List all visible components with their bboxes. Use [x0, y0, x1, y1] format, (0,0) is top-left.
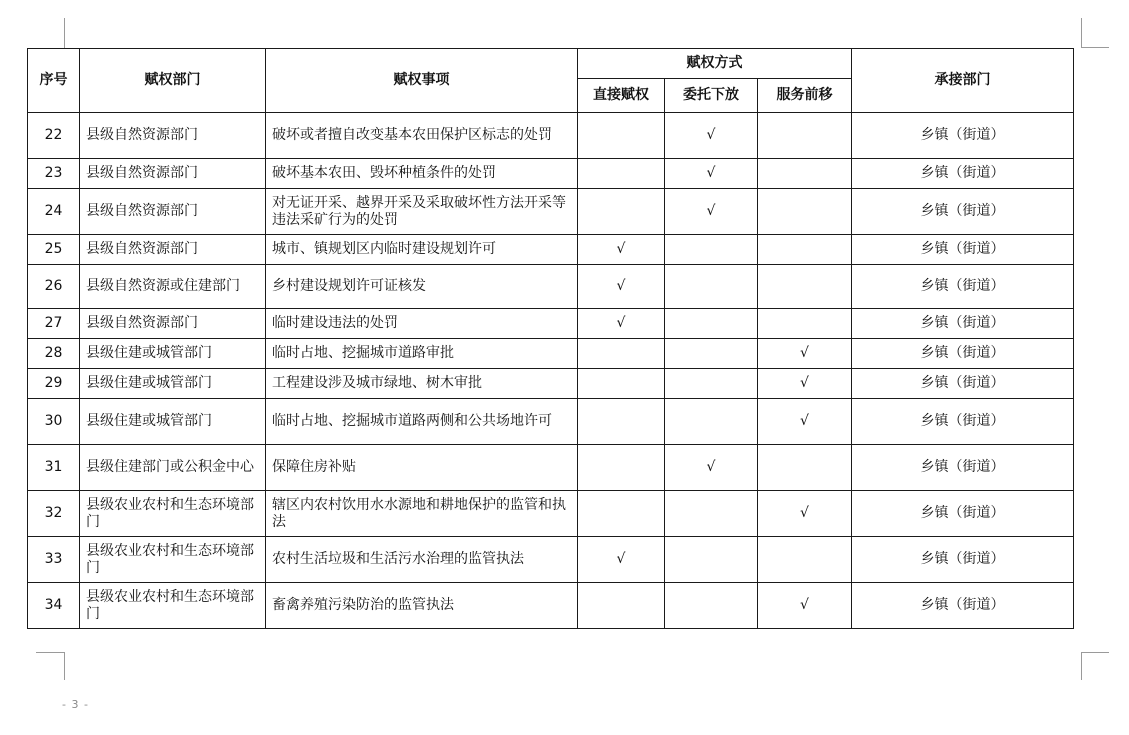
cell-dept: 县级自然资源部门: [80, 189, 266, 235]
cell-no: 28: [28, 339, 80, 369]
cell-no: 26: [28, 265, 80, 309]
page-number: - 3 -: [62, 698, 89, 711]
cell-direct: [578, 491, 665, 537]
cell-entrust: [665, 265, 758, 309]
cell-entrust: √: [665, 445, 758, 491]
cell-service: √: [758, 491, 852, 537]
table-row: [28, 583, 1074, 629]
cell-entrust: √: [665, 113, 758, 159]
cell-dept: 县级自然资源部门: [80, 309, 266, 339]
table-row: [28, 491, 1074, 537]
cell-entrust: [665, 399, 758, 445]
cell-dept: 县级自然资源部门: [80, 159, 266, 189]
crop-mark-top-left-vertical: [64, 18, 65, 48]
cell-receiver: 乡镇（街道）: [852, 491, 1074, 537]
cell-service: [758, 159, 852, 189]
table-row: [28, 265, 1074, 309]
table-row: [28, 369, 1074, 399]
cell-service: [758, 309, 852, 339]
cell-receiver: 乡镇（街道）: [852, 369, 1074, 399]
cell-dept: 县级农业农村和生态环境部门: [80, 491, 266, 537]
cell-receiver: 乡镇（街道）: [852, 537, 1074, 583]
cell-no: 27: [28, 309, 80, 339]
cell-direct: [578, 445, 665, 491]
cell-receiver: 乡镇（街道）: [852, 583, 1074, 629]
cell-no: 24: [28, 189, 80, 235]
cell-matter: 农村生活垃圾和生活污水治理的监管执法: [266, 537, 578, 583]
cell-matter: 临时占地、挖掘城市道路两侧和公共场地许可: [266, 399, 578, 445]
cell-direct: √: [578, 309, 665, 339]
cell-service: [758, 265, 852, 309]
table-row: [28, 399, 1074, 445]
crop-mark-top-right-horizontal: [1081, 47, 1109, 48]
cell-no: 25: [28, 235, 80, 265]
cell-entrust: [665, 339, 758, 369]
table-row: [28, 189, 1074, 235]
cell-matter: 辖区内农村饮用水水源地和耕地保护的监管和执法: [266, 491, 578, 537]
cell-receiver: 乡镇（街道）: [852, 113, 1074, 159]
cell-no: 30: [28, 399, 80, 445]
table-row: [28, 339, 1074, 369]
cell-dept: 县级住建或城管部门: [80, 399, 266, 445]
cell-dept: 县级自然资源部门: [80, 113, 266, 159]
cell-matter: 破坏或者擅自改变基本农田保护区标志的处罚: [266, 113, 578, 159]
cell-matter: 临时建设违法的处罚: [266, 309, 578, 339]
cell-dept: 县级自然资源或住建部门: [80, 265, 266, 309]
header-service: 服务前移: [758, 79, 852, 113]
cell-no: 34: [28, 583, 80, 629]
cell-receiver: 乡镇（街道）: [852, 235, 1074, 265]
table-header: [28, 49, 1074, 113]
table-row: [28, 159, 1074, 189]
cell-receiver: 乡镇（街道）: [852, 159, 1074, 189]
cell-direct: [578, 339, 665, 369]
cell-no: 32: [28, 491, 80, 537]
cell-direct: [578, 369, 665, 399]
table-row: [28, 113, 1074, 159]
cell-no: 29: [28, 369, 80, 399]
cell-entrust: √: [665, 159, 758, 189]
cell-matter: 破坏基本农田、毁坏种植条件的处罚: [266, 159, 578, 189]
table-row: [28, 445, 1074, 491]
cell-service: [758, 189, 852, 235]
cell-matter: 畜禽养殖污染防治的监管执法: [266, 583, 578, 629]
cell-direct: [578, 399, 665, 445]
cell-receiver: 乡镇（街道）: [852, 445, 1074, 491]
header-matter: 赋权事项: [266, 49, 578, 113]
table-row: [28, 235, 1074, 265]
cell-matter: 保障住房补贴: [266, 445, 578, 491]
cell-entrust: [665, 369, 758, 399]
cell-direct: √: [578, 537, 665, 583]
cell-service: [758, 235, 852, 265]
cell-dept: 县级自然资源部门: [80, 235, 266, 265]
cell-service: √: [758, 369, 852, 399]
header-no: 序号: [28, 49, 80, 113]
header-dept: 赋权部门: [80, 49, 266, 113]
cell-dept: 县级住建部门或公积金中心: [80, 445, 266, 491]
cell-entrust: √: [665, 189, 758, 235]
cell-no: 33: [28, 537, 80, 583]
header-method: 赋权方式: [578, 49, 852, 79]
cell-receiver: 乡镇（街道）: [852, 265, 1074, 309]
cell-direct: [578, 159, 665, 189]
cell-matter: 对无证开采、越界开采及采取破坏性方法开采等违法采矿行为的处罚: [266, 189, 578, 235]
cell-service: √: [758, 583, 852, 629]
cell-direct: [578, 583, 665, 629]
crop-mark-bottom-right-vertical: [1081, 652, 1082, 680]
cell-matter: 工程建设涉及城市绿地、树木审批: [266, 369, 578, 399]
cell-receiver: 乡镇（街道）: [852, 309, 1074, 339]
cell-matter: 临时占地、挖掘城市道路审批: [266, 339, 578, 369]
crop-mark-top-right-vertical: [1081, 18, 1082, 48]
cell-matter: 乡村建设规划许可证核发: [266, 265, 578, 309]
cell-entrust: [665, 309, 758, 339]
cell-no: 23: [28, 159, 80, 189]
crop-mark-bottom-left-horizontal: [36, 652, 64, 653]
table-row: [28, 537, 1074, 583]
cell-receiver: 乡镇（街道）: [852, 189, 1074, 235]
cell-entrust: [665, 235, 758, 265]
cell-matter: 城市、镇规划区内临时建设规划许可: [266, 235, 578, 265]
header-entrust: 委托下放: [665, 79, 758, 113]
cell-service: [758, 445, 852, 491]
cell-dept: 县级住建或城管部门: [80, 369, 266, 399]
cell-no: 22: [28, 113, 80, 159]
cell-receiver: 乡镇（街道）: [852, 399, 1074, 445]
cell-dept: 县级住建或城管部门: [80, 339, 266, 369]
cell-service: [758, 537, 852, 583]
cell-entrust: [665, 491, 758, 537]
cell-direct: √: [578, 235, 665, 265]
table-body: [28, 113, 1074, 629]
cell-service: √: [758, 399, 852, 445]
cell-entrust: [665, 537, 758, 583]
cell-receiver: 乡镇（街道）: [852, 339, 1074, 369]
cell-direct: [578, 189, 665, 235]
cell-no: 31: [28, 445, 80, 491]
cell-dept: 县级农业农村和生态环境部门: [80, 537, 266, 583]
cell-service: [758, 113, 852, 159]
cell-entrust: [665, 583, 758, 629]
header-receiver: 承接部门: [852, 49, 1074, 113]
delegation-table: [27, 48, 1074, 629]
table-row: [28, 309, 1074, 339]
header-direct: 直接赋权: [578, 79, 665, 113]
cell-service: √: [758, 339, 852, 369]
crop-mark-bottom-left-vertical: [64, 652, 65, 680]
cell-direct: √: [578, 265, 665, 309]
cell-direct: [578, 113, 665, 159]
crop-mark-bottom-right-horizontal: [1081, 652, 1109, 653]
cell-dept: 县级农业农村和生态环境部门: [80, 583, 266, 629]
